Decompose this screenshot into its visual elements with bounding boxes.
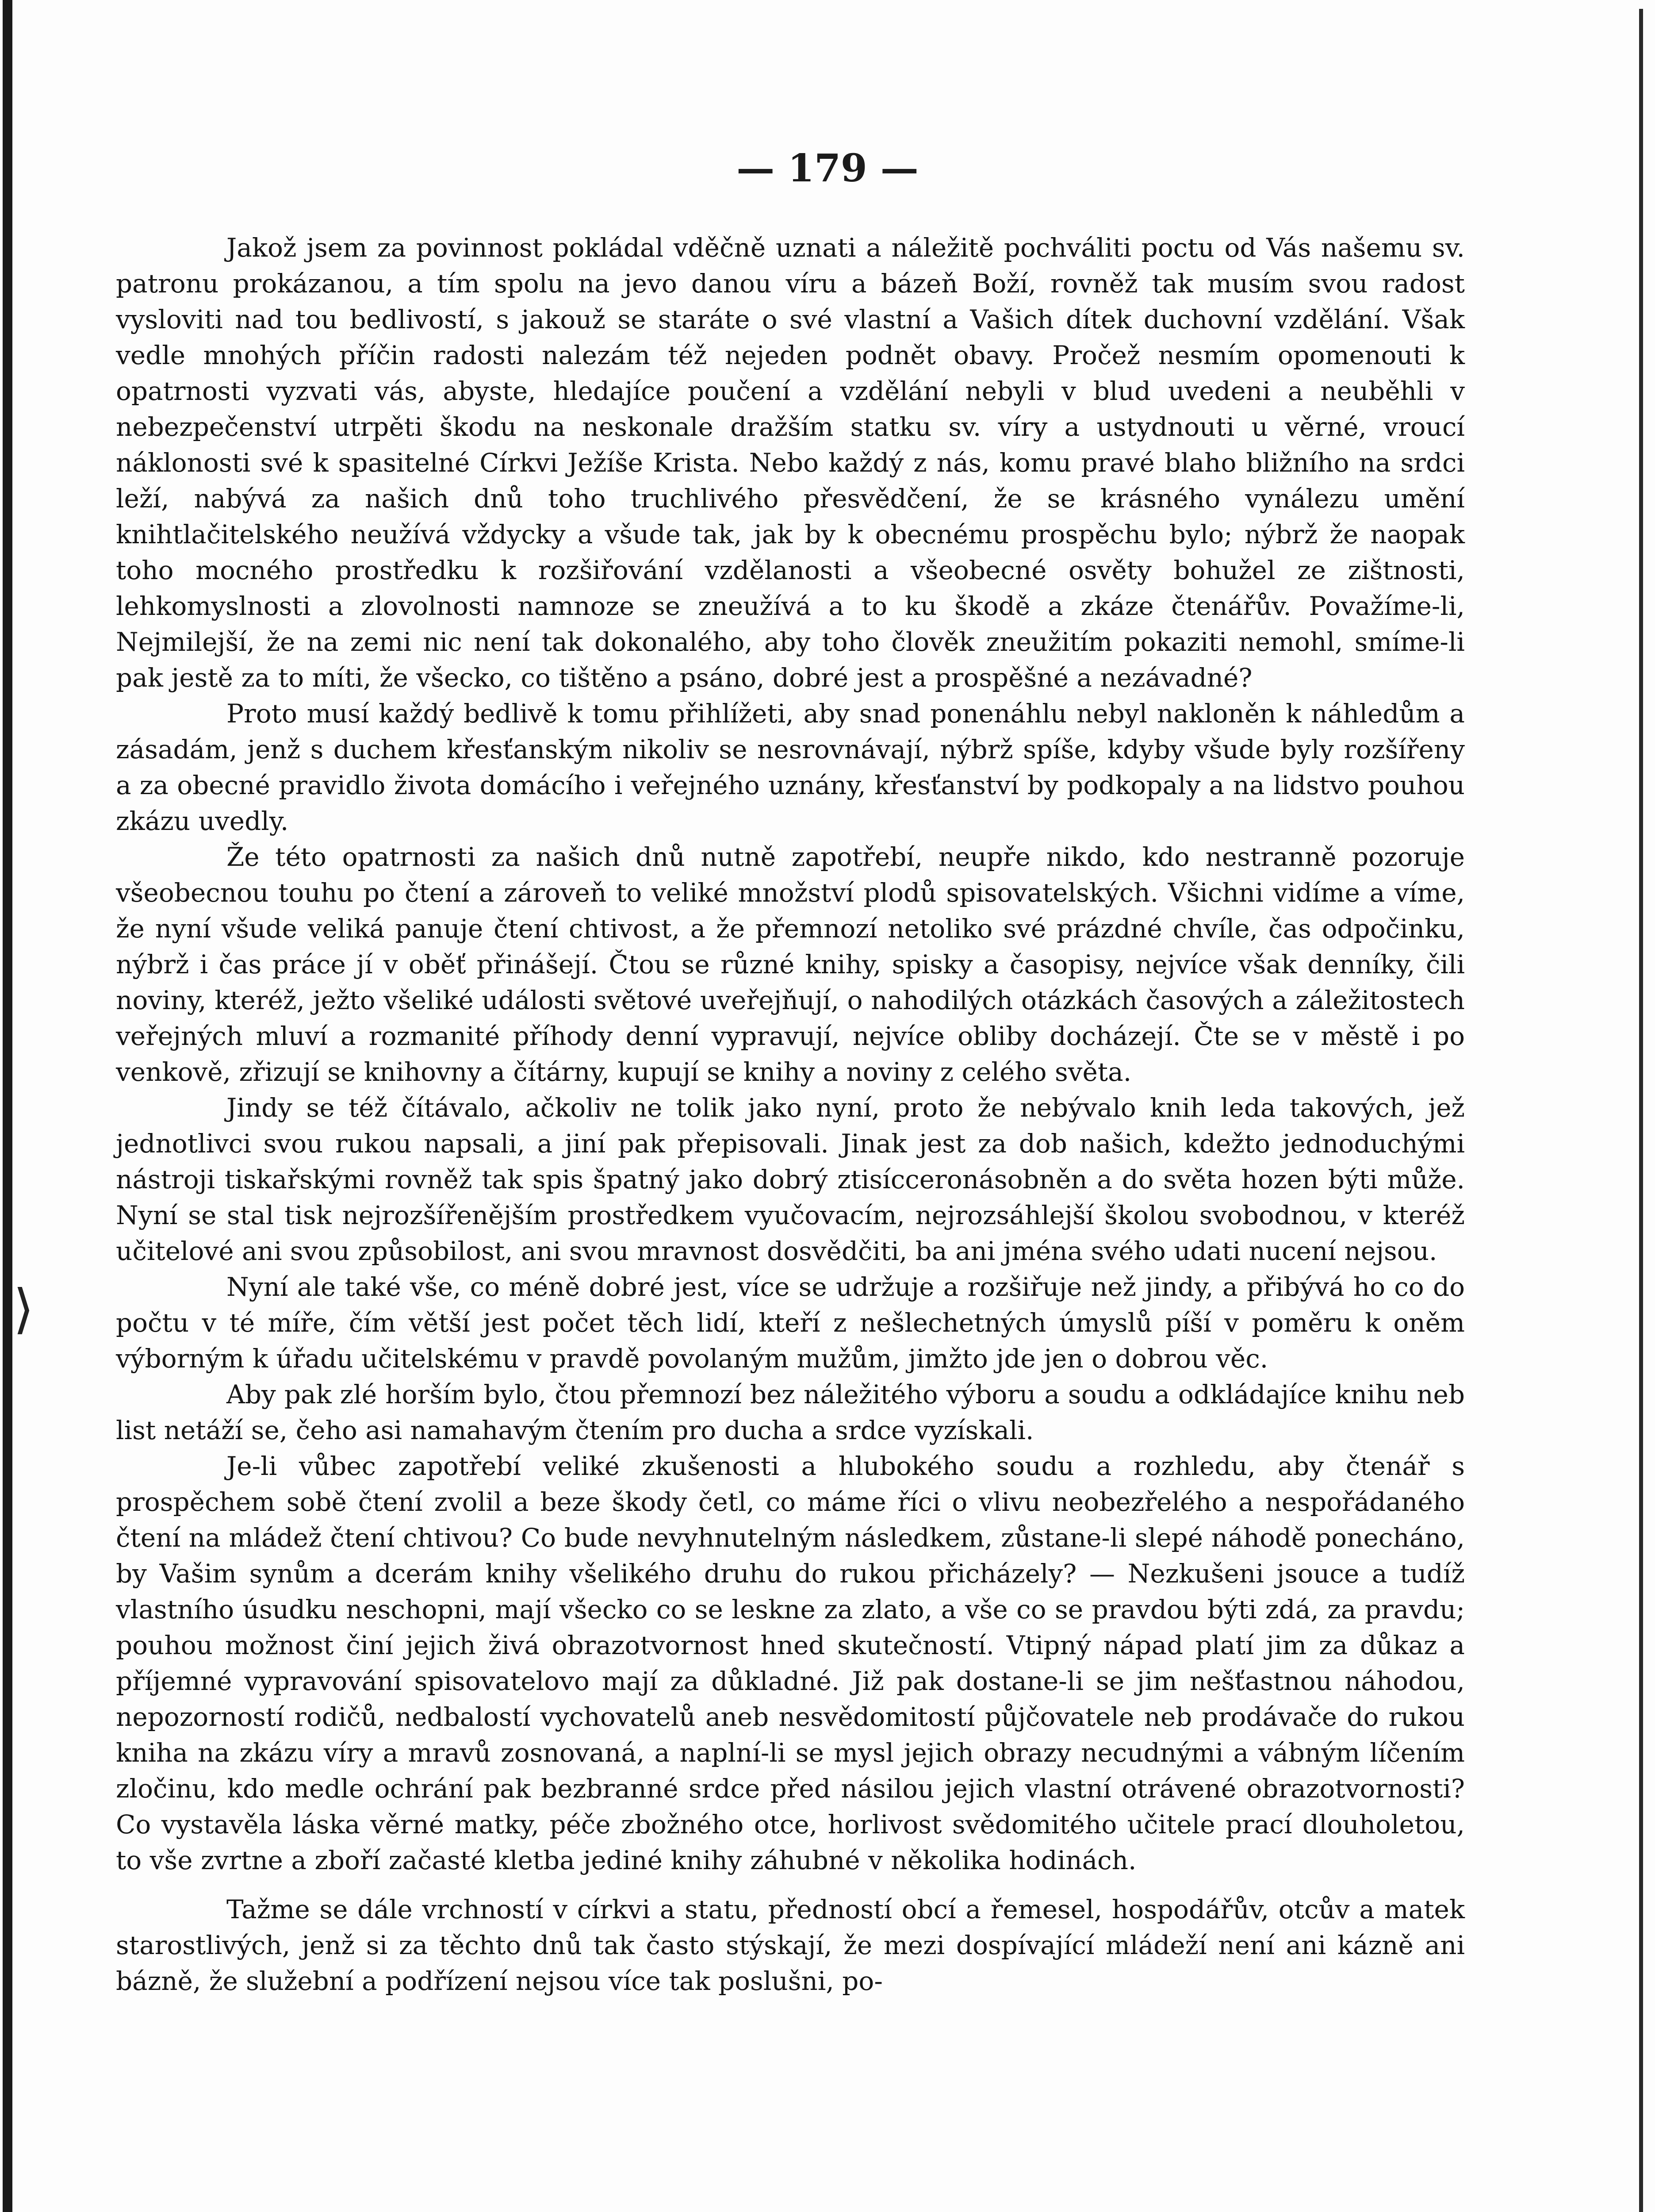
page-left-edge [3,0,12,2212]
paragraph: Tažme se dále vrchností v církvi a statu, předností obcí a řemesel, hospodářův, otcův a matek starostlivých, jenž si za těchto dnů tak často stýskají, že mezi dospívající mládeží není ani kázně ani bázně, že služební a podřízení nejsou více tak poslušni, po- [116,1894,1465,1996]
paragraph: Jindy se též čítávalo, ačkoliv ne tolik jako nyní, proto že nebývalo knih leda takových, jež jednotlivci svou rukou napsali, a jiní pak přepisovali. Jinak jest za dob našich, kdežto jednoduchými nástroji tiskařskými rovněž tak spis špatný jako dobrý ztisícceronásobněn a do světa hozen býti může. Nyní se stal tisk nejrozšířenějším prostředkem vyučovacím, nejrozsáhlejší školou svobodnou, v kteréž učitelové ani svou způsobilost, ani svou mravnost dosvědčiti, ba ani jména svého udati nucení nejsou. [116,1093,1465,1266]
paragraph: Že této opatrnosti za našich dnů nutně zapotřebí, neupře nikdo, kdo nestranně pozoruje všeobecnou touhu po čtení a zároveň to veliké množství plodů spisovatelských. Všichni vidíme a víme, že nyní všude veliká panuje čtení chtivost, a že přemnozí netoliko své prázdné chvíle, čas odpočinku, nýbrž i čas práce jí v oběť přinášejí. Čtou se různé knihy, spisky a časopisy, nejvíce však denníky, čili noviny, kteréž, ježto všeliké události světové uveřejňují, o nahodilých otázkách časových a záležitostech veřejných mluví a rozmanité příhody denní vypravují, nejvíce obliby docházejí. Čte se v městě i po venkově, zřizují se knihovny a čítárny, kupují se knihy a noviny z celého světa. [116,842,1465,1087]
paragraph: Nyní ale také vše, co méně dobré jest, více se udržuje a rozšiřuje než jindy, a přibývá ho co do počtu v té míře, čím větší jest počet těch lidí, kteří z nešlechetných úmyslů píší v poměru k oněm výborným k úřadu učitelskému v pravdě povolaným mužům, jimžto jde jen o dobrou věc. [116,1272,1465,1374]
page-right-edge [1639,9,1643,2212]
paragraph: Proto musí každý bedlivě k tomu přihlížeti, aby snad ponenáhlu nebyl nakloněn k náhledům a zásadám, jenž s duchem křesťanským nikoliv se nesrovnávají, nýbrž spíše, kdyby všude byly rozšířeny a za obecné pravidlo života domácího i veřejného uznány, křesťanství by podkopaly a na lidstvo pouhou zkázu uvedly. [116,699,1465,836]
paragraph: Je-li vůbec zapotřebí veliké zkušenosti a hlubokého soudu a rozhledu, aby čtenář s prospěchem sobě čtení zvolil a beze škody četl, co máme říci o vlivu neobezřelého a nespořádaného čtení na mládež čtení chtivou? Co bude nevyhnutelným následkem, zůstane-li slepé náhodě ponecháno, by Vašim synům a dcerám knihy všelikého druhu do rukou přicházely? — Nezkušeni jsouce a tudíž vlastního úsudku neschopni, mají všecko co se leskne za zlato, a vše co se pravdou býti zdá, za pravdu; pouhou možnost činí jejich živá obrazotvornost hned skutečností. Vtipný nápad platí jim za důkaz a příjemné vypravování spisovatelovo mají za důkladné. Již pak dostane-li se jim nešťastnou náhodou, nepozorností rodičů, nedbalostí vychovatelů aneb nesvědomitostí půjčovatele neb prodávače do rukou kniha na zkázu víry a mravů zosnovaná, a naplní-li se mysl jejich obrazy necudnými a vábným líčením zločinu, kdo medle ochrání pak bezbranné srdce před násilou jejich vlastní otrávené obrazotvornosti? Co vystavěla láska věrné matky, péče zbožného otce, horlivost svědomitého učitele prací dlouholetou, to vše zvrtne a zboří začasté kletba jediné knihy záhubné v několika hodinách. [116,1451,1465,1875]
body-text [116,230,1465,1999]
paragraph: Aby pak zlé horším bylo, čtou přemnozí bez náležitého výboru a soudu a odkládajíce knihu neb list netáží se, čeho asi namahavým čtením pro ducha a srdce vyzískali. [116,1379,1465,1445]
page-number: — 179 — [736,146,919,191]
margin-mark: ⟩ [13,1279,34,1340]
paragraph: Jakož jsem za povinnost pokládal vděčně uznati a náležitě pochváliti poctu od Vás našemu sv. patronu prokázanou, a tím spolu na jevo danou víru a bázeň Boží, rovněž tak musím svou radost vysloviti nad tou bedlivostí, s jakouž se staráte o své vlastní a Vašich dítek duchovní vzdělání. Však vedle mnohých příčin radosti nalezám též nejeden podnět obavy. Pročež nesmím opomenouti k opatrnosti vyzvati vás, abyste, hledajíce poučení a vzdělání nebyli v blud uvedeni a neuběhli v nebezpečenství utrpěti škodu na neskonale dražším statku sv. víry a ustydnouti u věrné, vroucí náklonosti své k spasitelné Církvi Ježíše Krista. Nebo každý z nás, komu pravé blaho bližního na srdci leží, nabývá za našich dnů toho truchlivého přesvědčení, že se krásného vynálezu umění knihtlačitelského neužívá vždycky a všude tak, jak by k obecnému prospěchu bylo; nýbrž že naopak toho mocného prostředku k rozšiřování vzdělanosti a všeobecné osvěty bohužel ze zištnosti, lehkomyslnosti a zlovolnosti namnoze se zneužívá a to ku škodě a zkáze čtenářův. Považíme-li, Nejmilejší, že na zemi nic není tak dokonalého, aby toho člověk zneužitím pokaziti nemohl, smíme-li pak jestě za to míti, že všecko, co tištěno a psáno, dobré jest a prospěšné a nezávadné? [116,233,1465,693]
